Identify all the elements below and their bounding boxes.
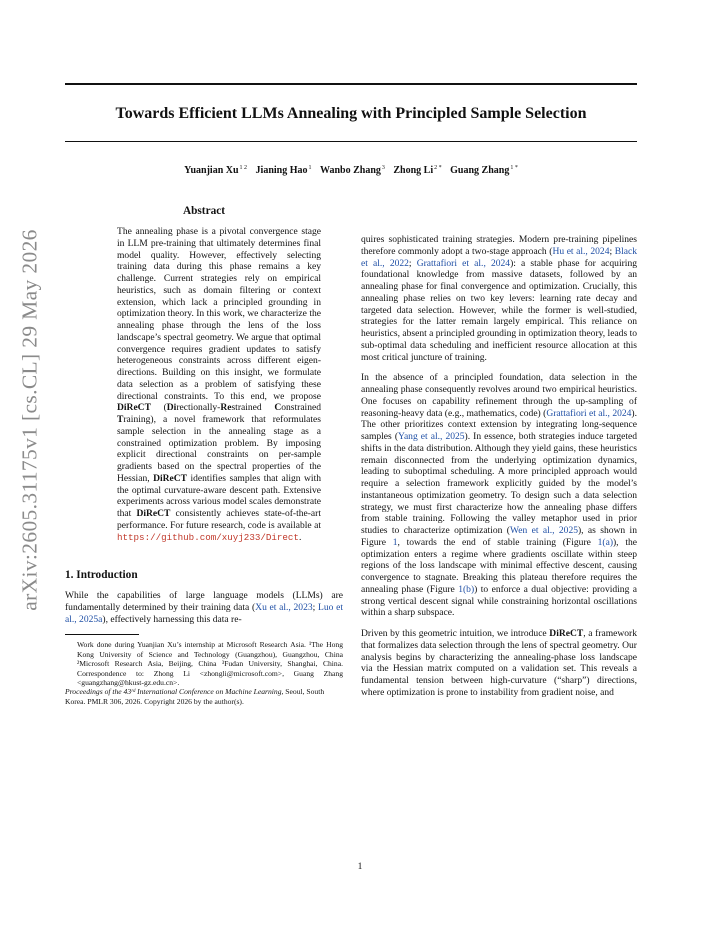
title-bottom-rule bbox=[65, 141, 637, 142]
author: Zhong $Li^{2 *}$ bbox=[393, 165, 442, 176]
citation-link[interactable]: Black et al., 2022 bbox=[361, 245, 637, 269]
body-paragraph: In the absence of a principled foundation, data selection in the annealing phase consequently revolves around two empirical heuristics. One focuses on capability refinement through the up-sampling of reasoning-heavy data (e.g., mathematics, code) (Grattafiori et al., 2024). The other prioritizes context extension by integrating long-sequence samples (Yang et al., 2025). In essence, both strategies induce targeted shifts in the data distribution. Although they yield gains, these heuristics remain disconnected from the underlying optimization dynamics, leading to suboptimal scheduling. A more principled approach would require a selection framework explicitly guided by the model’s instantaneous optimization geometry. To design such a data selection strategy, we must first characterize how the annealing phase differs from stable training. Following the valley metaphor used in prior studies to characterize optimization (Wen et al., 2025), as shown in Figure 1, towards the end of stable training (Figure 1(a)), the optimization enters a regime where gradients oscillate within steep regions of the loss landscape with minimal effective descent, causing convergence to stagnate. Breaking this plateau therefore requires the annealing phase (Figure 1(b)) to enforce a dual objective: providing a strong vertical descent signal while constraining horizontal oscillations within a sharp subspace. bbox=[361, 372, 637, 619]
footnote bbox=[65, 640, 343, 706]
code-url-link[interactable]: https://github.com/xuyj233/Direct bbox=[117, 531, 299, 543]
citation-link[interactable]: Hu et al., 2024 bbox=[552, 245, 610, 257]
figure-ref-link[interactable]: 1(a) bbox=[597, 536, 613, 548]
abstract-paragraph: The annealing phase is a pivotal convergence stage in LLM pre-training that ultimately determines final model quality. However, effectively selecting training data during this phase remains a key challenge. Current strategies rely on empirical heuristics, such as domain filtering or context extension, which lack a principled grounding in optimization theory. In this work, we characterize the annealing phase through the lens of the loss landscape’s spectral geometry. We argue that optimal convergence requires gradient updates to satisfy heterogeneous constraints across different eigen-directions. Building on this insight, we formulate data selection as a problem of satisfying these directional constraints. To this end, we propose DiReCT (Directionally-Restrained Constrained Training), a novel framework that reformulates sample selection in the annealing stage as a constrained optimization problem. By imposing explicit directional constraints on per-sample gradients based on the spectral properties of the Hessian, DiReCT identifies samples that align with the optimal curvature-aware descent path. Extensive experiments across various model scales demonstrate that DiReCT consistently achieves state-of-the-art performance. For future research, code is available at https://github.com/xuyj233/Direct. bbox=[117, 226, 321, 543]
left-column bbox=[65, 205, 343, 706]
author: Wanbo Zhang$^3$ bbox=[320, 165, 385, 176]
figure-ref-link[interactable]: 1(b) bbox=[458, 583, 475, 595]
intro-paragraph: While the capabilities of large language models (LLMs) are fundamentally determined by their training data (Xu et al., 2023; Luo et al., 2025a), effectively harnessing this data re- bbox=[65, 590, 343, 625]
right-column bbox=[361, 234, 637, 708]
author-list bbox=[65, 165, 637, 176]
citation-link[interactable]: Luo et al., 2025a bbox=[65, 602, 343, 625]
abstract-body bbox=[65, 226, 343, 543]
citation-link[interactable]: Grattafiori et al., 2024 bbox=[416, 257, 511, 269]
citation-link[interactable]: Wen et al., 2025 bbox=[509, 525, 578, 536]
paper-title: Towards Efficient LLMs Annealing with Principled Sample Selection bbox=[115, 105, 587, 122]
proceedings-note: Proceedings of the 43ʳᵈ International Conference on Machine Learning, Seoul, South Korea. PMLR 306, 2026. Copyright 2026 by the author(s). bbox=[65, 687, 325, 706]
citation-link[interactable]: Grattafiori et al., 2024 bbox=[546, 407, 632, 419]
abstract-heading: Abstract bbox=[182, 205, 226, 217]
author: Yuanjian $Xu^{1 2}$ bbox=[184, 165, 248, 176]
page-number: 1 bbox=[357, 862, 363, 872]
citation-link[interactable]: Yang et al., 2025 bbox=[398, 431, 465, 442]
arxiv-id-text: arXiv:2605.31175v1 [cs.CL] 29 May 2026 bbox=[17, 229, 42, 611]
body-paragraph: Driven by this geometric intuition, we introduce DiReCT, a framework that formalizes data selection through the lens of spectral geometry. Our analysis begins by characterizing the annealing-phase loss landscape via the Hessian matrix computed on a validation set. This reveals a fundamental tension between high-curvature (“sharp”) directions, where optimization is prone to instability from gradient noise, and bbox=[361, 628, 637, 698]
citation-link[interactable]: Xu et al., 2023 bbox=[255, 602, 313, 613]
body-paragraph: quires sophisticated training strategies. Modern pre-training pipelines therefore commonly adopt a two-stage approach (Hu et al., 2024; Black et al., 2022; Grattafiori et al., 2024): a stable phase for acquiring foundational knowledge from massive datasets, followed by an annealing phase for final convergence and optimization. Crucially, this annealing phase relies on two key levers: learning rate decay and targeted data selection. However, while the former is well-studied, strategies for the latter remain largely empirical. This reliance on heuristics, absent a principled grounding in optimization theory, leads to sub-optimal data scheduling and inefficient resource allocation at this most critical juncture of training. bbox=[361, 234, 637, 363]
title-top-rule bbox=[65, 83, 637, 85]
author: Guang Zhang$^{1 *}$ bbox=[450, 165, 518, 176]
arxiv-side-identifier bbox=[2, 170, 58, 670]
figure-ref-link[interactable]: 1 bbox=[392, 536, 398, 548]
affiliation-footnote: Work done during Yuanjian Xu’s internship at Microsoft Research Asia. ¹The Hong Kong University of Science and Technology (Guangzhou), Guangzhou, China ²Microsoft Research Asia, Beijing, China ³Fudan University, Shanghai, China. Correspondence to: Zhong Li <zhongli@microsoft.com>, Guang Zhang <guangzhang@hkust-gz.edu.cn>. bbox=[77, 640, 343, 687]
intro-heading: 1. Introduction bbox=[65, 569, 138, 582]
author: Jianing Hao$^1$ bbox=[255, 165, 312, 176]
footnote-rule bbox=[65, 634, 139, 635]
